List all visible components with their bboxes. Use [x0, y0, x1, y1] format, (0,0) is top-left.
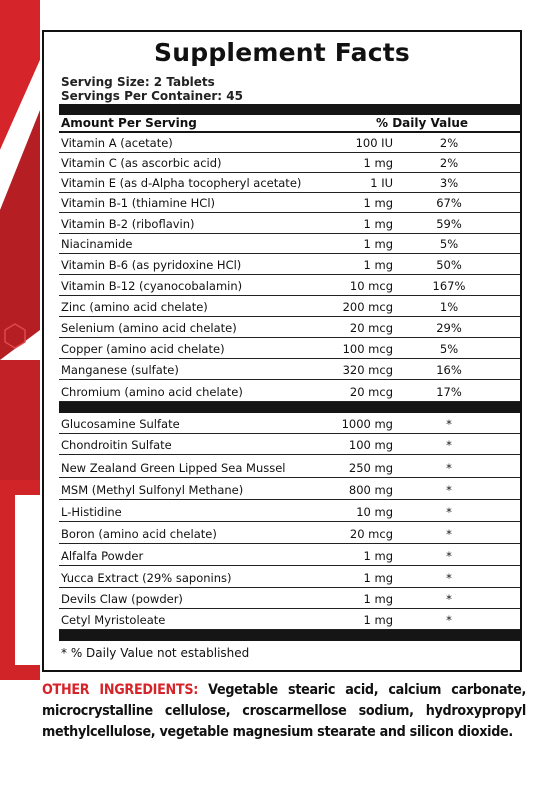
ingredient-amount: 320 mcg [342, 363, 393, 377]
ingredient-name: Alfalfa Powder [61, 549, 144, 563]
ingredient-daily-value: 67% [436, 196, 462, 210]
ingredient-amount: 10 mcg [349, 279, 393, 293]
ingredient-amount: 1 mg [363, 613, 393, 627]
ingredient-name: Vitamin B-12 (cyanocobalamin) [61, 279, 243, 293]
ingredient-daily-value: * [446, 483, 452, 497]
ingredient-daily-value: * [446, 613, 452, 627]
other-ingredients-text: Vegetable stearic acid, calcium carbonate, microcrystalline cellulose, croscarmellose sodium, hydroxypropyl methylcellulose, vegetable magnesium stearate and silicon dioxide. [42, 682, 526, 740]
table-row [59, 254, 520, 275]
ingredient-daily-value: * [446, 417, 452, 431]
ingredient-name: Cetyl Myristoleate [61, 613, 166, 627]
ingredient-amount: 1 mg [363, 237, 393, 251]
ingredient-name: Vitamin E (as d-Alpha tocopheryl acetate) [61, 176, 302, 190]
ingredient-daily-value: 29% [436, 321, 462, 335]
ingredient-daily-value: * [446, 592, 452, 606]
ingredient-amount: 1 mg [363, 592, 393, 606]
ingredient-daily-value: 59% [436, 217, 462, 231]
table-row [59, 544, 520, 566]
ingredient-daily-value: 3% [439, 176, 459, 190]
ingredient-amount: 1 mg [363, 156, 393, 170]
ingredient-name: Vitamin A (acetate) [61, 136, 173, 150]
supplement-facts-panel [42, 30, 522, 672]
ingredient-amount: 1000 mg [341, 417, 393, 431]
table-row [59, 455, 520, 478]
table-row [59, 359, 520, 380]
ingredient-amount: 250 mg [348, 461, 393, 475]
blend-rows [59, 413, 520, 630]
table-row [59, 275, 520, 296]
ingredient-name: L-Histidine [61, 505, 122, 519]
ingredient-amount: 100 mcg [342, 342, 393, 356]
table-row [59, 338, 520, 359]
ingredient-amount: 200 mcg [342, 300, 393, 314]
table-row [59, 193, 520, 213]
ingredient-daily-value: 50% [436, 258, 462, 272]
ingredient-name: Chromium (amino acid chelate) [61, 385, 243, 399]
panel-title: Supplement Facts [154, 38, 410, 67]
table-row [59, 434, 520, 455]
table-row [59, 478, 520, 500]
ingredient-name: Boron (amino acid chelate) [61, 527, 217, 541]
ingredient-amount: 100 IU [355, 136, 393, 150]
ingredient-amount: 1 mg [363, 549, 393, 563]
table-row [59, 566, 520, 588]
ingredient-name: Niacinamide [61, 237, 133, 251]
serving-size: Serving Size: 2 Tablets [61, 75, 215, 89]
decorative-background [0, 0, 40, 680]
ingredient-daily-value: 2% [439, 156, 459, 170]
ingredient-amount: 20 mcg [349, 527, 393, 541]
vitamin-rows [59, 133, 520, 402]
table-row [59, 213, 520, 234]
ingredient-name: Vitamin C (as ascorbic acid) [61, 156, 222, 170]
ingredient-name: Copper (amino acid chelate) [61, 342, 225, 356]
ingredient-daily-value: * [446, 527, 452, 541]
table-row [59, 153, 520, 173]
ingredient-name: Vitamin B-1 (thiamine HCl) [61, 196, 216, 210]
middle-divider-bar [59, 402, 520, 413]
ingredient-name: Manganese (sulfate) [61, 363, 179, 377]
table-row [59, 296, 520, 317]
ingredient-name: Selenium (amino acid chelate) [61, 321, 237, 335]
ingredient-amount: 1 mg [363, 571, 393, 585]
table-row [59, 609, 520, 630]
table-row [59, 588, 520, 609]
ingredient-daily-value: * [446, 438, 452, 452]
ingredient-daily-value: 17% [436, 385, 462, 399]
ingredient-daily-value: 16% [436, 363, 462, 377]
header-amount: Amount Per Serving [61, 116, 197, 130]
ingredient-name: New Zealand Green Lipped Sea Mussel [61, 461, 286, 475]
ingredient-name: Chondroitin Sulfate [61, 438, 172, 452]
ingredient-daily-value: * [446, 571, 452, 585]
ingredient-daily-value: 2% [439, 136, 459, 150]
table-row [59, 133, 520, 153]
table-row [59, 234, 520, 254]
table-header [61, 116, 516, 130]
serving-info [61, 75, 243, 103]
table-row [59, 413, 520, 434]
ingredient-daily-value: * [446, 505, 452, 519]
footnote: * % Daily Value not established [61, 646, 250, 660]
ingredient-name: Vitamin B-2 (riboflavin) [61, 217, 195, 231]
ingredient-daily-value: 167% [432, 279, 466, 293]
other-ingredients [42, 680, 526, 743]
other-ingredients-label: OTHER INGREDIENTS: [42, 682, 199, 698]
bottom-divider-bar [59, 630, 520, 641]
ingredient-amount: 1 mg [363, 196, 393, 210]
table-row [59, 173, 520, 193]
ingredient-daily-value: 5% [439, 342, 459, 356]
ingredient-name: Glucosamine Sulfate [61, 417, 180, 431]
top-divider-bar [59, 104, 520, 115]
ingredient-amount: 800 mg [348, 483, 393, 497]
ingredient-daily-value: * [446, 549, 452, 563]
ingredient-amount: 1 IU [370, 176, 393, 190]
ingredient-name: Yucca Extract (29% saponins) [61, 571, 232, 585]
table-row [59, 522, 520, 544]
table-row [59, 500, 520, 522]
ingredient-daily-value: 1% [439, 300, 459, 314]
ingredient-name: Devils Claw (powder) [61, 592, 183, 606]
table-row [59, 380, 520, 402]
ingredient-daily-value: * [446, 461, 452, 475]
red-stripe-graphic [0, 0, 40, 680]
ingredient-amount: 1 mg [363, 217, 393, 231]
ingredient-name: Zinc (amino acid chelate) [61, 300, 208, 314]
ingredient-amount: 100 mg [348, 438, 393, 452]
table-row [59, 317, 520, 338]
ingredient-name: MSM (Methyl Sulfonyl Methane) [61, 483, 244, 497]
ingredient-amount: 20 mcg [349, 385, 393, 399]
ingredient-name: Vitamin B-6 (as pyridoxine HCl) [61, 258, 242, 272]
header-daily-value: % Daily Value [376, 116, 469, 130]
ingredient-amount: 20 mcg [349, 321, 393, 335]
servings-per-container: Servings Per Container: 45 [61, 89, 243, 103]
ingredient-daily-value: 5% [439, 237, 459, 251]
ingredient-amount: 10 mg [356, 505, 393, 519]
ingredient-amount: 1 mg [363, 258, 393, 272]
